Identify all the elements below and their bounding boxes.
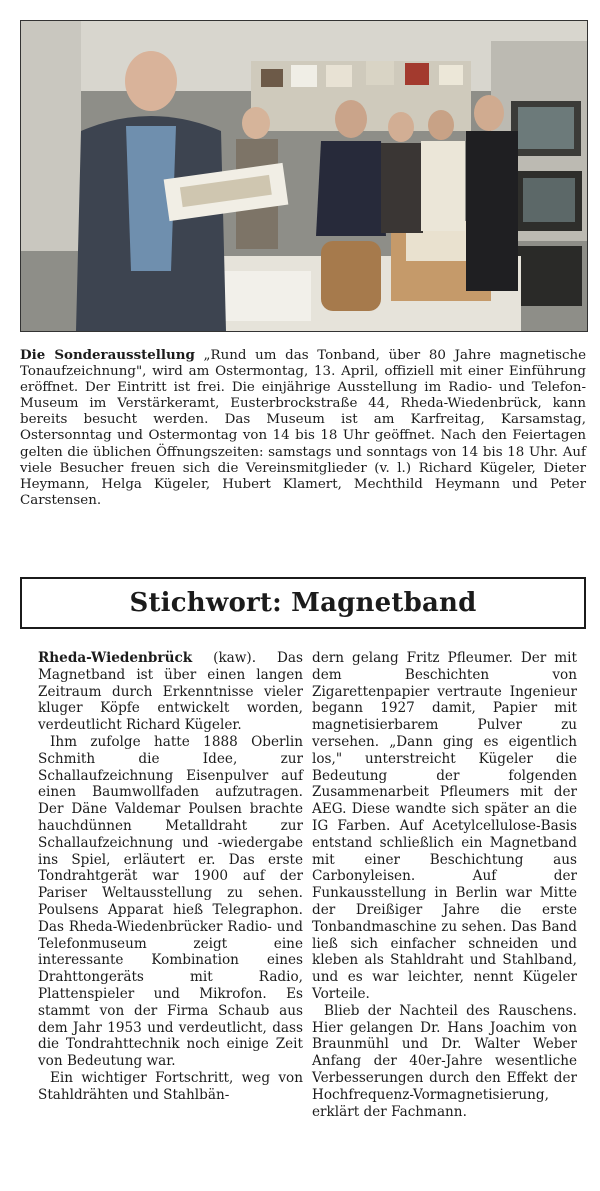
- article-dateline: Rheda-Wiedenbrück: [38, 650, 193, 666]
- article-paragraph: Ihm zufolge hatte 1888 Oberlin Schmith die Idee, zur Schallaufzeichnung Eisenpulver auf einen Baumwollfaden aufzutragen. Der Däne Valdemar Poulsen brachte hauchdünnen Metalldraht zur Schallaufzeichnung und -wiedergabe ins Spiel, erläutert er. Das erste Tondrahtgerät war 1900 auf der Pariser Weltausstellung zu sehen. Poulsens Apparat hieß Telegraphon. Das Rheda-Wiedenbrücker Radio- und Telefonmuseum zeigt eine interessante Kombination eines Drahttongeräts mit Radio, Plattenspieler und Mikrofon. Es stammt von der Firma Schaub aus dem Jahr 1953 und verdeutlicht, dass die Tondrahttechnik noch einige Zeit von Bedeutung war.: [38, 733, 303, 1070]
- photo-image: [21, 21, 587, 331]
- article-paragraph: dern gelang Fritz Pfleumer. Der mit dem Beschichten von Zigarettenpapier vertraute Ingenieur begann 1927 damit, Papier mit magnetisierbarem Pulver zu versehen. „Dann ging es eigentlich los," unterstreicht Kügeler die Bedeutung der folgenden Zusammenarbeit Pfleumers mit der AEG. Diese wandte sich später an die IG Farben. Auf Acetylcellulose-Basis entstand schließlich ein Magnetband mit einer Beschichtung aus Carbonyleisen. Auf der Funkausstellung in Berlin war Mitte der Dreißiger Jahre die erste Tonbandmaschine zu sehen. Das Band ließ sich einfacher schneiden und kleben als Stahldraht und Stahlband, und es war leichter, nennt Kügeler Vorteile.: [312, 650, 577, 1002]
- exhibition-photo: [20, 20, 588, 332]
- paragraph-text: (kaw). Das Magnetband ist über einen langen Zeitraum durch Erkenntnisse vieler kluger Köpfe entwickelt worden, verdeutlicht Richard Kügeler.: [38, 650, 303, 734]
- caption-lead: Die Sonderausstellung: [20, 347, 195, 363]
- caption-text: „Rund um das Tonband, über 80 Jahre magnetische Tonaufzeichnung", wird am Ostermontag, 13. April, offiziell mit einer Einführung eröffnet. Der Eintritt ist frei. Die einjährige Ausstellung im Radio- und Telefon-Museum im Verstärkeramt, Eusterbrockstraße 44, Rheda-Wiedenbrück, kann bereits besucht werden. Das Museum ist am Karfreitag, Karsamstag, Ostersonntag und Ostermontag von 14 bis 18 Uhr geöffnet. Nach den Feiertagen gelten die üblichen Öffnungszeiten: samstags und sonntags von 14 bis 18 Uhr. Auf viele Besucher freuen sich die Vereinsmitglieder (v. l.) Richard Kügeler, Dieter Heymann, Helga Kügeler, Hubert Klamert, Mechthild Heymann und Peter Carstensen.: [20, 348, 586, 508]
- article-column-right: [312, 650, 577, 1120]
- article-paragraph: Blieb der Nachteil des Rauschens. Hier gelangen Dr. Hans Joachim von Braunmühl und Dr. Walter Weber Anfang der 40er-Jahre wesentliche Verbesserungen durch den Effekt der Hochfrequenz-Vormagnetisierung, erklärt der Fachmann.: [312, 1002, 577, 1120]
- headline-box: [20, 577, 586, 629]
- article-column-left: [38, 650, 303, 1104]
- article-paragraph: [38, 650, 303, 734]
- article-paragraph: Ein wichtiger Fortschritt, weg von Stahldrähten und Stahlbän-: [38, 1069, 303, 1103]
- photo-caption: [20, 347, 586, 509]
- article-headline: Stichwort: Magnetband: [129, 588, 477, 618]
